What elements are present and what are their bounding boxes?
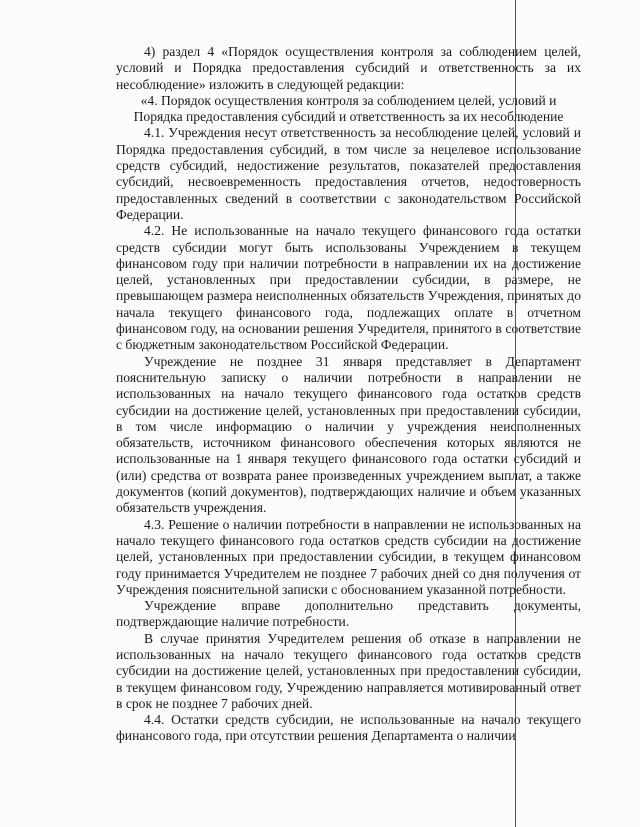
paragraph-4-1: 4.1. Учреждения несут ответственность за несоблюдение целей, условий и Порядка предоставления субсидий, в том числе за нецелевое использование средств субсидий, недостижение результатов, показателей предоставления субсидий, несвоевременность предоставления отчетов, недостоверность предоставленных сведений в соответствии с законодательством Российской Федерации. <box>116 125 581 222</box>
section-heading: «4. Порядок осуществления контроля за соблюдением целей, условий и Порядка предоставления субсидий и ответственность за их несоблюдение <box>133 92 564 125</box>
paragraph-4-4: 4.4. Остатки средств субсидии, не использованные на начало текущего финансового года, при отсутствии решения Департамента о наличии <box>116 712 581 744</box>
paragraph-4-2: 4.2. Не использованные на начало текущего финансового года остатки средств субсидии могут быть использованы Учреждением в текущем финансовом году при наличии потребности в направлении их на достижение целей, установленных при предоставлении субсидии, в размере, не превышающем размера неисполненных обязательств Учреждения, принятых до начала текущего финансового года, подлежащих оплате в отчетном финансовом году, на основании решения Учредителя, принятого в соответствие с бюджетным законодательством Российской Федерации. <box>116 223 581 353</box>
paragraph-section-amendment: 4) раздел 4 «Порядок осуществления контроля за соблюдением целей, условий и Порядка предоставления субсидий и ответственность за их несоблюдение» изложить в следующей редакции: <box>116 44 581 92</box>
paragraph-explanatory-note: Учреждение не позднее 31 января представляет в Департамент пояснительную записку о наличии потребности в направлении не использованных на начало текущего финансового года остатков средств субсидии на достижение целей, установленных при предоставлении субсидии, в том числе информацию о наличии у учреждения неисполненных обязательств, источником финансового обеспечения которых являются не использованные на 1 января текущего финансового года остатки субсидий и (или) средства от возврата ранее произведенных учреждением выплат, а также документов (копий документов), подтверждающих наличие и объем указанных обязательств учреждения. <box>116 353 581 516</box>
paragraph-refusal: В случае принятия Учредителем решения об отказе в направлении не использованных на начало текущего финансового года остатков средств субсидии на достижение целей, установленных при предоставлении субсидии, в текущем финансовом году, Учреждению направляется мотивированный ответ в срок не позднее 7 рабочих дней. <box>116 630 581 711</box>
paragraph-additional-documents: Учреждение вправе дополнительно представить документы, подтверждающие наличие потребности. <box>116 598 581 630</box>
paragraph-4-3: 4.3. Решение о наличии потребности в направлении не использованных на начало текущего финансового года остатков средств субсидии на достижение целей, установленных при предоставлении субсидии, в текущем финансовом году принимается Учредителем не позднее 7 рабочих дней со дня получения от Учреждения пояснительной записки с обоснованием указанной потребности. <box>116 516 581 597</box>
document-body <box>116 44 581 745</box>
